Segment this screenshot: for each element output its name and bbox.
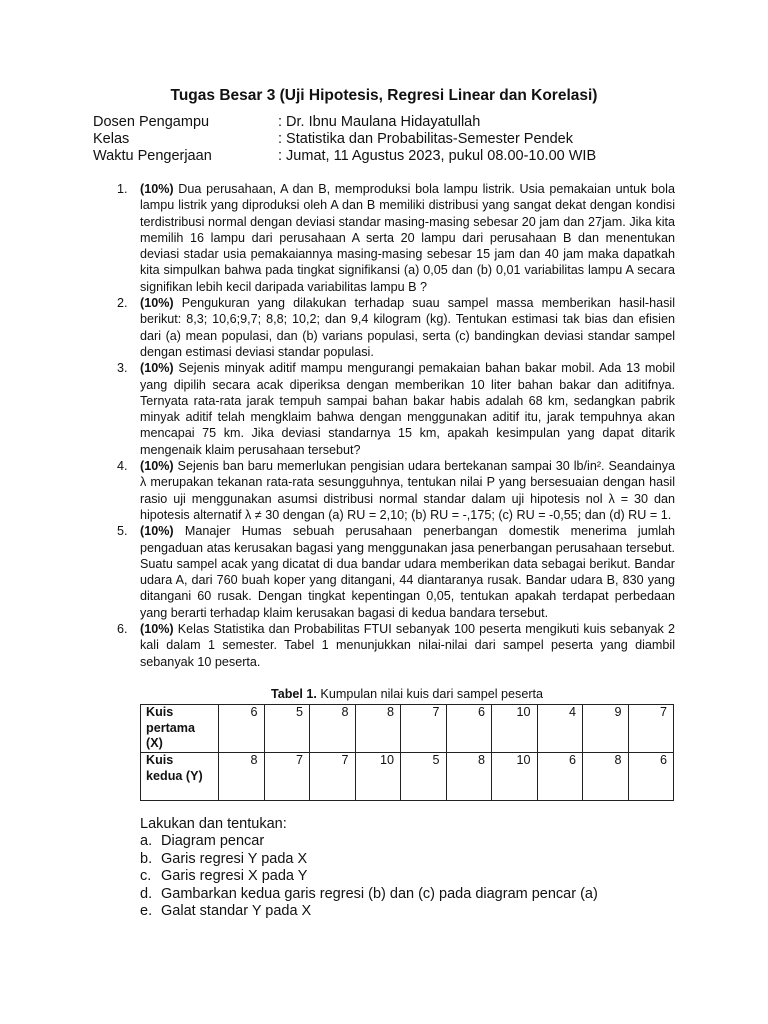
task-text: Galat standar Y pada X <box>161 903 312 920</box>
info-row-class <box>93 131 596 148</box>
question-weight: (10%) <box>140 361 174 376</box>
table-cell: 6 <box>446 705 492 753</box>
question-number: 4. <box>117 459 128 474</box>
question-weight: (10%) <box>140 182 174 196</box>
info-label: Kelas <box>93 131 130 147</box>
table-cell: 8 <box>219 753 265 801</box>
question-number: 3. <box>117 361 128 376</box>
table-cell: 7 <box>310 753 356 801</box>
table-cell: 9 <box>583 705 629 753</box>
course-info <box>93 114 596 165</box>
task-letter: b. <box>140 850 153 867</box>
question-4 <box>110 458 675 523</box>
table-cell: 7 <box>401 705 447 753</box>
question-text: Manajer Humas sebuah perusahaan penerbangan domestik menerima jumlah pengaduan atas kerusakan bagasi yang menggunakan jasa penerbangan perusahaan tersebut. Suatu sampel acak yang dicatat di dua bandar udara memberikan data sebagai berikut. Bandar udara A, dari 760 buah koper yang ditangani, 44 diantaranya rusak. Bandar udara B, 830 yang ditangani 60 rusak. Dengan tingkat kepentingan 0,05, tentukan apakah terdapat perbedaan yang berarti terhadap klaim kerusakan bagasi di kedua bandara tersebut. <box>140 524 675 620</box>
table-cell: 6 <box>628 753 674 801</box>
table-cell: 8 <box>446 753 492 801</box>
question-5 <box>110 523 675 621</box>
task-letter: e. <box>140 903 153 920</box>
table-cell: 8 <box>583 753 629 801</box>
question-text: Kelas Statistika dan Probabilitas FTUI sebanyak 100 peserta mengikuti kuis sebanyak 2 kali dalam 1 semester. Tabel 1 menunjukkan nilai-nilai dari sampel peserta yang diambil sebanyak 10 peserta. <box>140 622 675 669</box>
table-caption-label: Tabel 1. <box>270 687 317 701</box>
table-cell: 8 <box>355 705 401 753</box>
task-item <box>140 886 598 903</box>
question-1 <box>110 181 675 295</box>
table-cell: 5 <box>401 753 447 801</box>
table-cell: 10 <box>492 753 538 801</box>
info-value: : Jumat, 11 Agustus 2023, pukul 08.00-10.00 WIB <box>278 148 597 164</box>
info-row-lecturer <box>93 114 596 131</box>
task-letter: d. <box>140 885 153 902</box>
task-item <box>140 868 598 885</box>
info-row-time <box>93 148 596 165</box>
task-text: Garis regresi Y pada X <box>161 850 308 867</box>
table-cell: 5 <box>264 705 310 753</box>
table-cell: 4 <box>537 705 583 753</box>
table-row <box>141 705 674 753</box>
info-label: Waktu Pengerjaan <box>93 148 212 164</box>
question-text: Dua perusahaan, A dan B, memproduksi bola lampu listrik. Usia pemakaian untuk bola lampu listrik yang diproduksi oleh A dan B memiliki distribusi yang sangat dekat dengan kondisi terdistribusi normal dengan deviasi standar masing-masing sebesar 20 jam dan 27jam. Jika kita memilih 16 lampu dari perusahaan A serta 20 lampu dari perusahaan B dan menentukan deviasi stadar usia pemakaiannya masing-masing sebesar 15 jam dan 40 jam maka dapatkah kita simpulkan bahwa pada tingkat signifikansi (a) 0,05 dan (b) 0,01 variabilitas lampu A secara signifikan lebih kecil daripada variabilitas lampu B ? <box>140 182 675 294</box>
table-cell: 8 <box>310 705 356 753</box>
table-cell: 7 <box>628 705 674 753</box>
question-weight: (10%) <box>140 459 174 474</box>
table-cell: 10 <box>492 705 538 753</box>
table-caption-text: Kumpulan nilai kuis dari sampel peserta <box>316 687 544 701</box>
task-letter: c. <box>140 868 152 885</box>
row-header: Kuis kedua (Y) <box>141 753 219 801</box>
question-number: 5. <box>117 524 128 539</box>
question-text: Sejenis minyak aditif mampu mengurangi pemakaian bahan bakar mobil. Ada 13 mobil yang dipilih secara acak diperiksa dengan memberikan 10 liter bahan bakar dan aditifnya. Ternyata rata-rata jarak tempuh sampai bahan bakar habis adalah 68 km, sedangkan pabrik minyak aditif telah mengklaim bahwa dengan menggunakan aditif itu, jarak tempuhnya akan mencapai 75 km. Jika deviasi standarnya 15 km, apakah kesimpulan yang dapat ditarik mengenaik klaim perusahaan tersebut? <box>140 361 675 457</box>
table-cell: 10 <box>355 753 401 801</box>
table-cell: 7 <box>264 753 310 801</box>
question-number: 1. <box>117 182 128 196</box>
table-cell: 6 <box>219 705 265 753</box>
document-title: Tugas Besar 3 (Uji Hipotesis, Regresi Linear dan Korelasi) <box>170 87 598 104</box>
task-text: Diagram pencar <box>161 833 265 850</box>
question-2 <box>110 295 675 360</box>
info-label: Dosen Pengampu <box>93 114 210 130</box>
question-weight: (10%) <box>140 622 174 637</box>
question-number: 2. <box>117 296 128 311</box>
question-number: 6. <box>117 622 128 637</box>
task-item <box>140 903 598 920</box>
row-header: Kuis pertama (X) <box>141 705 219 753</box>
question-text: Sejenis ban baru memerlukan pengisian udara bertekanan sampai 30 lb/in². Seandainya λ merupakan tekanan rata-rata sesungguhnya, tentukan nilai P yang bersesuaian dengan hasil rasio uji menggunakan asumsi distribusi normal standar dalam uji hipotesis nol λ = 30 dan hipotesis alternatif λ ≠ 30 dengan (a) RU = 2,10; (b) RU = -,175; (c) RU = -0,55; dan (d) RU = 1. <box>140 459 675 522</box>
table-row <box>141 753 674 801</box>
question-weight: (10%) <box>140 524 174 539</box>
table-caption <box>140 686 674 702</box>
quiz-score-table <box>140 704 674 801</box>
task-item <box>140 833 598 850</box>
task-intro: Lakukan dan tentukan: <box>140 816 287 832</box>
task-letter: a. <box>140 833 153 850</box>
table-cell: 6 <box>537 753 583 801</box>
info-value: : Dr. Ibnu Maulana Hidayatullah <box>278 114 481 130</box>
task-text: Gambarkan kedua garis regresi (b) dan (c) pada diagram pencar (a) <box>161 885 598 902</box>
question-6 <box>110 621 675 670</box>
task-item <box>140 851 598 868</box>
task-text: Garis regresi X pada Y <box>161 868 308 885</box>
question-weight: (10%) <box>140 296 174 311</box>
question-list <box>110 181 675 670</box>
question-3 <box>110 360 675 458</box>
question-text: Pengukuran yang dilakukan terhadap suau sampel massa memberikan hasil-hasil berikut: 8,3; 10,6;9,7; 8,8; 10,2; dan 9,4 kilogram (kg). Tentukan estimasi tak bias dan efisien dari (a) mean populasi, dan (b) varians populasi, serta (c) bandingkan deviasi standar sampel dengan estimasi deviasi standar populasi. <box>140 296 675 359</box>
info-value: : Statistika dan Probabilitas-Semester Pendek <box>278 131 573 147</box>
task-list <box>140 816 598 920</box>
